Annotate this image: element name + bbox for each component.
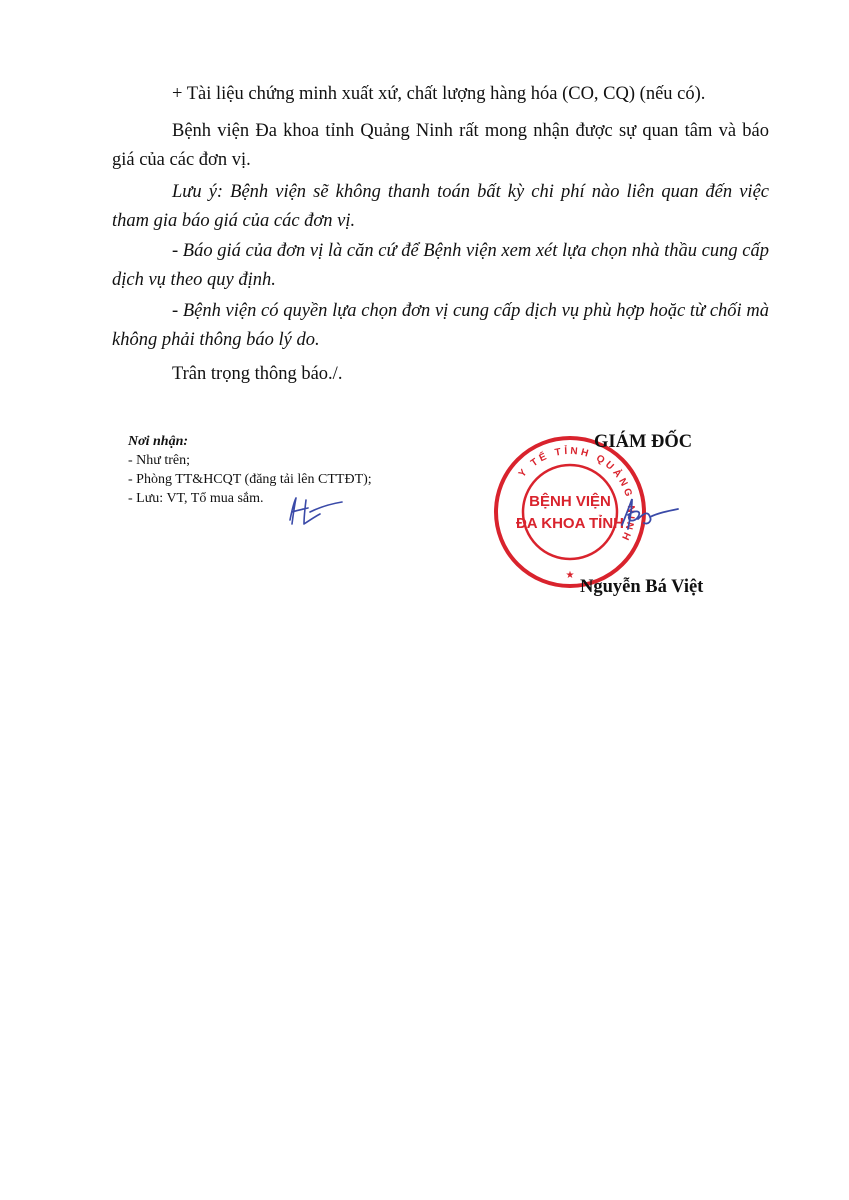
initials-mark <box>284 494 344 528</box>
handwritten-signature <box>612 495 682 535</box>
note-paragraph: Lưu ý: Bệnh viện sẽ không thanh toán bất kỳ chi phí nào liên quan đến việc tham gia báo giá của các đơn vị. <box>112 182 769 231</box>
recipient-item: - Như trên; <box>128 453 191 468</box>
signer-name: Nguyễn Bá Việt <box>580 577 704 597</box>
recipient-item: - Lưu: VT, Tổ mua sắm. <box>128 491 264 506</box>
recipients-title: Nơi nhận: <box>128 434 189 449</box>
regards-line: Trân trọng thông báo./. <box>172 364 343 384</box>
stamp-ring-text: Y TẾ TỈNH QUẢNG NINH <box>516 445 637 545</box>
star-icon: ★ <box>565 570 575 581</box>
signer-title: GIÁM ĐỐC <box>594 432 693 452</box>
closing-paragraph: Bệnh viện Đa khoa tỉnh Quảng Ninh rất mong nhận được sự quan tâm và báo giá của các đơn vị. <box>112 121 769 170</box>
note-item-basis: - Báo giá của đơn vị là căn cứ để Bệnh viện xem xét lựa chọn nhà thầu cung cấp dịch vụ theo quy định. <box>112 241 769 290</box>
note-item-rights: - Bệnh viện có quyền lựa chọn đơn vị cung cấp dịch vụ phù hợp hoặc từ chối mà không phải thông báo lý do. <box>112 301 769 350</box>
stamp-line-2: ĐA KHOA TỈNH <box>515 515 625 532</box>
stamp-line-1: BỆNH VIỆN <box>529 493 611 510</box>
recipient-item: - Phòng TT&HCQT (đăng tải lên CTTĐT); <box>128 472 372 487</box>
document-line-co-cq: + Tài liệu chứng minh xuất xứ, chất lượng hàng hóa (CO, CQ) (nếu có). <box>172 84 706 104</box>
